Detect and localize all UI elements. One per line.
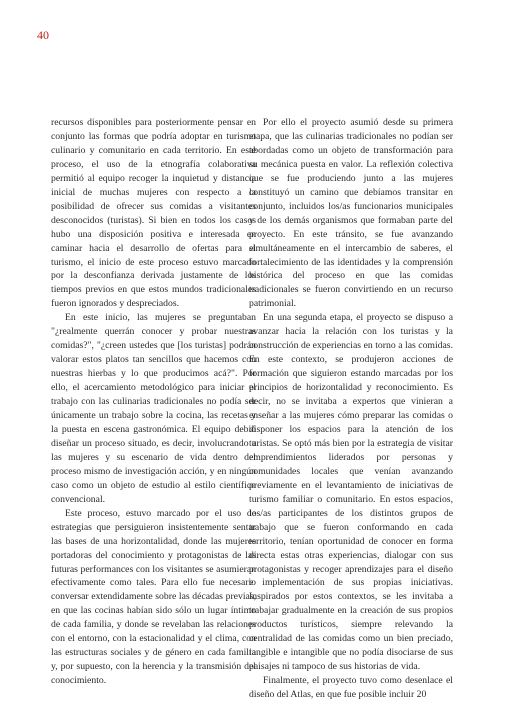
right-paragraph-2: En una segunda etapa, el proyecto se dispuso a avanzar hacia la relación con los turistas y la construcción de experiencias en torno a las comidas. En este contexto, se produjeron acciones de formación que siguieron estando marcadas por los principios de horizontalidad y reconocimiento. Es decir, no se invitaba a expertos que vinieran a enseñar a las mujeres cómo preparar las comidas o disponer los espacios para la atención de los turistas. Se optó más bien por la estrategia de visitar emprendimientos liderados por personas y comunidades locales que venían avanzando previamente en el levantamiento de iniciativas de turismo familiar o comunitario. En estos espacios, los/as participantes de los distintos grupos de trabajo que se fueron conformando en cada territorio, tenían oportunidad de conocer en forma directa estas otras experiencias, dialogar con sus protagonistas y recoger aprendizajes para el diseño e implementación de sus propias iniciativas. Inspirados por estos contextos, se les invitaba a trabajar gradualmente en la creación de sus propios productos turísticos, siempre relevando la centralidad de las comidas como un bien preciado, tangible e intangible que no podía disociarse de sus paisajes ni tampoco de sus historias de vida. (249, 312, 453, 673)
left-paragraph-2: En este inicio, las mujeres se preguntaban "¿realmente querrán conocer y probar nuestras comidas?", "¿creen ustedes que [los turistas] podrán valorar estos platos tan sencillos que hacemos con nuestras hierbas y lo que producimos acá?". Por ello, el acercamiento metodológico para iniciar el trabajo con las culinarias tradicionales no podía ser únicamente un trabajo sobre la cocina, las recetas y la puesta en escena gastronómica. El equipo debió diseñar un proceso situado, es decir, involucrando a las mujeres y su escenario de vida dentro del proceso mismo de investigación acción, y en ningún caso como un objeto de estudio al estilo científico convencional. (51, 312, 256, 505)
page-number: 40 (37, 28, 49, 42)
right-paragraph-3: Finalmente, el proyecto tuvo como desenlace el diseño del Atlas, en que fue posible incluir 20 (249, 675, 453, 701)
left-paragraph-3: Este proceso, estuvo marcado por el uso de estrategias que persiguieron insistentemente sentar las bases de una horizontalidad, donde las mujeres portadoras del conocimiento y protagonistas de las futuras performances con los visitantes se asumieran efectivamente como tales. Para ello fue necesario conversar extendidamente sobre las décadas previas, en que las cocinas habían sido sólo un lugar íntimo de cada familia, y donde se revelaban las relaciones con el entorno, con la estacionalidad y el clima, con las estructuras sociales y de género en cada familia y, por supuesto, con la herencia y la transmisión del conocimiento. (51, 507, 256, 687)
left-paragraph-1: recursos disponibles para posteriormente pensar en conjunto las formas que podría adoptar en turismo culinario y comunitario en cada territorio. En este proceso, el uso de la etnografía colaborativa permitió al equipo recoger la inquietud y distancia inicial de muchas mujeres con respecto a la posibilidad de ofrecer sus comidas a visitantes desconocidos (turistas). Si bien en todos los casos hubo una disposición positiva e interesada en caminar hacia el desarrollo de ofertas para el turismo, el inicio de este proceso estuvo marcado por la desconfianza derivada justamente de los tiempos previos en que estos mundos tradicionales fueron ignorados y despreciados. (51, 117, 256, 310)
right-paragraph-1: Por ello el proyecto asumió desde su primera etapa, que las culinarias tradicionales no podían ser abordadas como un objeto de transformación para su mecánica puesta en valor. La reflexión colectiva que se fue produciendo junto a las mujeres constituyó un camino que debíamos transitar en conjunto, incluidos los/as funcionarios municipales y de los demás organismos que formaban parte del proyecto. En este tránsito, se fue avanzando simultáneamente en el intercambio de saberes, el fortalecimiento de las identidades y la comprensión histórica del proceso en que las comidas tradicionales se fueron convirtiendo en un recurso patrimonial. (249, 117, 453, 310)
right-text-column (249, 116, 453, 702)
left-text-column (51, 116, 256, 688)
